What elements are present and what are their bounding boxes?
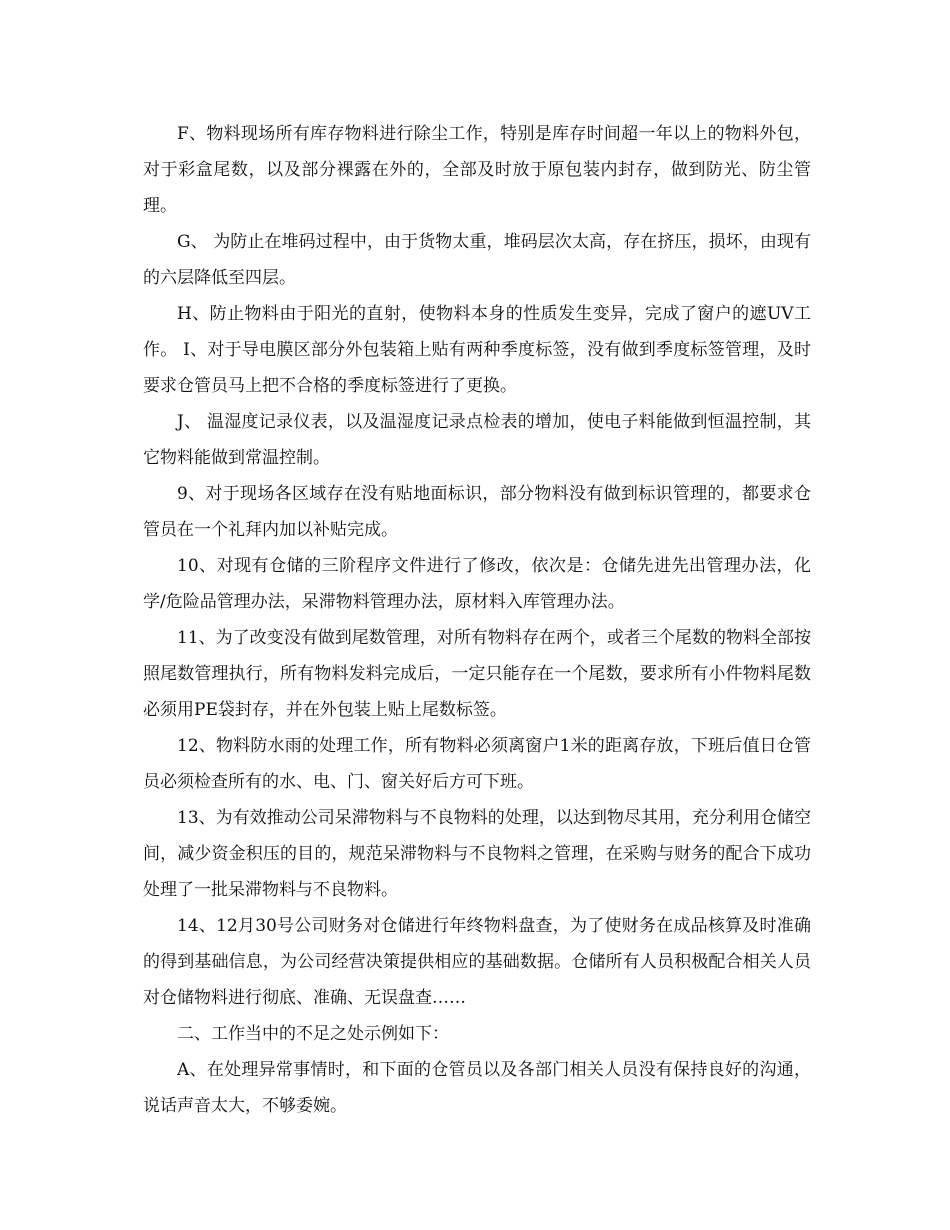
paragraph-9-floor-labels: 9、对于现场各区域存在没有贴地面标识，部分物料没有做到标识管理的，都要求仓管员在一个礼拜内加以补贴完成。 [143,484,811,540]
paragraph-10-procedure-files: 10、对现有仓储的三阶程序文件进行了修改，依次是：仓储先进先出管理办法，化学/危险品管理办法，呆滞物料管理办法，原材料入库管理办法。 [143,556,811,612]
paragraph-j-humidity-control: J、 温湿度记录仪表，以及温湿度记录点检表的增加，使电子料能做到恒温控制，其它物料能做到常温控制。 [143,412,811,468]
paragraph-13-obsolete-materials: 13、为有效推动公司呆滞物料与不良物料的处理，以达到物尽其用，充分利用仓储空间，减少资金积压的目的，规范呆滞物料与不良物料之管理，在采购与财务的配合下成功处理了一批呆滞物料与不良物料。 [143,808,811,900]
paragraph-11-remainder-management: 11、为了改变没有做到尾数管理，对所有物料存在两个，或者三个尾数的物料全部按照尾数管理执行，所有物料发料完成后，一定只能存在一个尾数，要求所有小件物料尾数必须用PE袋封存，并在外包装上贴上尾数标签。 [143,628,811,720]
paragraph-a-communication: A、在处理异常事情时，和下面的仓管员以及各部门相关人员没有保持良好的沟通，说话声音太大，不够委婉。 [143,1060,811,1116]
paragraph-12-water-protection: 12、物料防水雨的处理工作，所有物料必须离窗户1米的距离存放，下班后值日仓管员必须检查所有的水、电、门、窗关好后方可下班。 [143,736,811,792]
paragraph-14-year-end-inventory: 14、12月30号公司财务对仓储进行年终物料盘查，为了使财务在成品核算及时准确的得到基础信息，为公司经营决策提供相应的基础数据。仓储所有人员积极配合相关人员对仓储物料进行彻底、准确、无误盘查…… [143,916,811,1008]
paragraph-f-dust-removal: F、物料现场所有库存物料进行除尘工作，特别是库存时间超一年以上的物料外包，对于彩盒尾数，以及部分裸露在外的，全部及时放于原包装内封存，做到防光、防尘管理。 [143,124,811,216]
document-body [143,116,811,1124]
paragraph-g-stacking-layers: G、 为防止在堆码过程中，由于货物太重，堆码层次太高，存在挤压，损坏，由现有的六层降低至四层。 [143,232,811,288]
paragraph-h-uv-shielding: H、防止物料由于阳光的直射，使物料本身的性质发生变异，完成了窗户的遮UV工作。 I、对于导电膜区部分外包装箱上贴有两种季度标签，没有做到季度标签管理，及时要求仓管员马上把不合格的季度标签进行了更换。 [143,304,811,396]
section-heading-shortcomings: 二、工作当中的不足之处示例如下： [177,1024,449,1044]
